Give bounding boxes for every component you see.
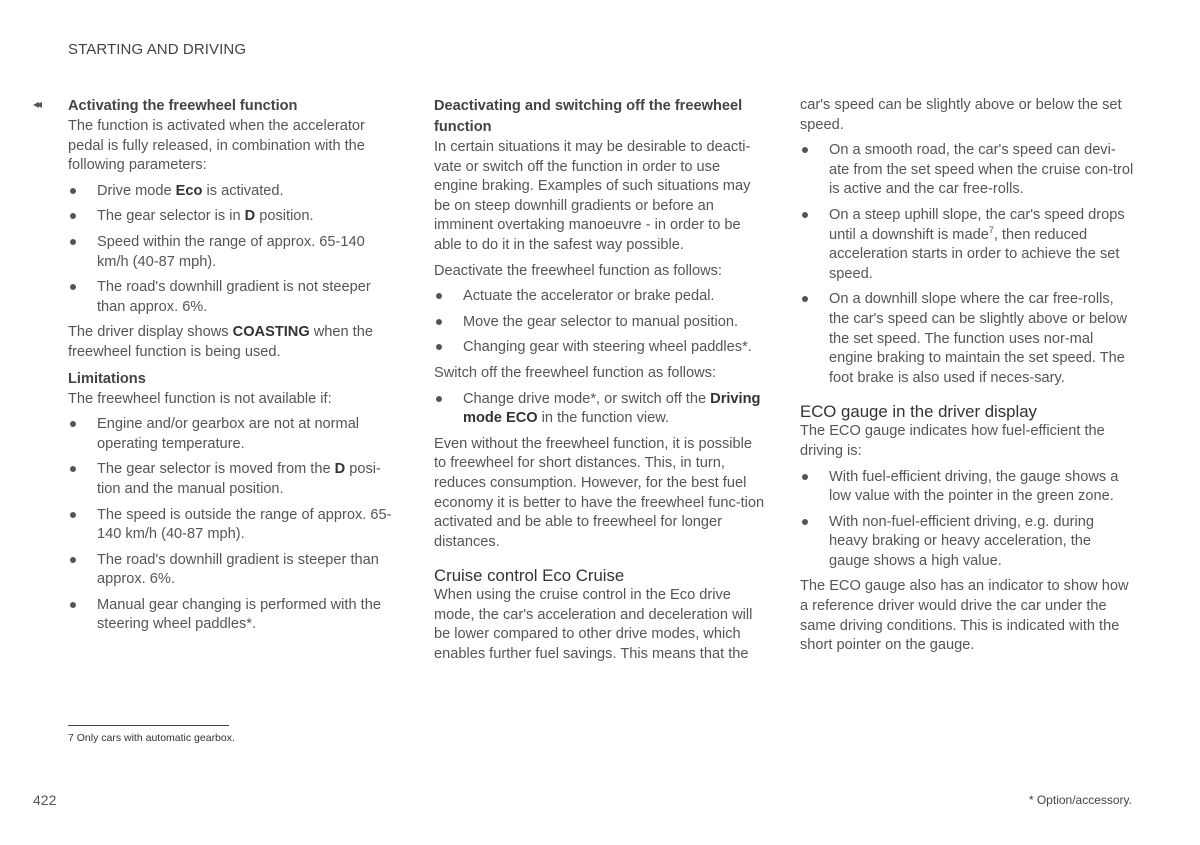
list-item: The gear selector is in D position. bbox=[68, 207, 396, 227]
paragraph: The function is activated when the accelerator pedal is fully released, in combination with the following parameters: bbox=[68, 118, 365, 174]
list-item: On a downhill slope where the car free-rolls, the car's speed can be slightly above or below the set speed. The function uses nor-mal engine braking to maintain the set speed. The foot brake is also used if neces-sary. bbox=[800, 290, 1134, 388]
column-3 bbox=[800, 96, 1134, 656]
footnote-ref: 7 bbox=[988, 224, 994, 235]
list-item: Changing gear with steering wheel paddles*. bbox=[434, 338, 766, 358]
page-number: 422 bbox=[33, 792, 57, 808]
column-1 bbox=[68, 96, 396, 635]
paragraph: The driver display shows COASTING when the freewheel function is being used. bbox=[68, 324, 373, 360]
column-2 bbox=[434, 96, 766, 665]
footnote: 7 Only cars with automatic gearbox. bbox=[68, 732, 235, 744]
heading-eco-gauge: ECO gauge in the driver display bbox=[800, 402, 1037, 422]
list-item: Engine and/or gearbox are not at normal operating temperature. bbox=[68, 415, 396, 454]
list-item: With fuel-efficient driving, the gauge shows a low value with the pointer in the green zone. bbox=[800, 468, 1134, 507]
list-item: Manual gear changing is performed with the steering wheel paddles*. bbox=[68, 596, 396, 635]
footnote-divider bbox=[68, 725, 229, 726]
paragraph: The ECO gauge also has an indicator to show how a reference driver would drive the car under the same driving conditions. This is indicated with the short pointer on the gauge. bbox=[800, 578, 1129, 654]
heading-cruise-control-eco: Cruise control Eco Cruise bbox=[434, 566, 625, 586]
list-item: Drive mode Eco is activated. bbox=[68, 182, 396, 202]
list-item: On a steep uphill slope, the car's speed drops until a downshift is made$^7$, then reduced acceleration starts in order to achieve the set speed. bbox=[800, 206, 1134, 284]
paragraph: In certain situations it may be desirable to deacti-vate or switch off the function in order to use engine braking. Examples of such situations may be on steep downhill gradients or before an imminent overtaking manoeuvre - in order to be able to do it in the safest way possible. bbox=[434, 139, 751, 253]
list-item: The gear selector is moved from the D posi-tion and the manual position. bbox=[68, 460, 396, 499]
heading-limitations: Limitations bbox=[68, 370, 146, 387]
list-item: Change drive mode*, or switch off the Driving mode ECO in the function view. bbox=[434, 390, 766, 429]
list-item: The speed is outside the range of approx. 65-140 km/h (40-87 mph). bbox=[68, 506, 396, 545]
paragraph: Even without the freewheel function, it is possible to freewheel for short distances. This, in turn, reduces consumption. However, for the best fuel economy it is better to have the freewheel func-tion activated and be able to freewheel for longer distances. bbox=[434, 435, 765, 550]
list-item: On a smooth road, the car's speed can devi-ate from the set speed when the cruise con-trol is active and the car free-rolls. bbox=[800, 141, 1134, 200]
list-item: Move the gear selector to manual position. bbox=[434, 313, 766, 333]
list-item: With non-fuel-efficient driving, e.g. during heavy braking or heavy acceleration, the gauge shows a high value. bbox=[800, 513, 1134, 572]
paragraph: car's speed can be slightly above or below the set speed. bbox=[800, 97, 1122, 133]
deactivate-list bbox=[434, 287, 766, 358]
paragraph: Switch off the freewheel function as follows: bbox=[434, 364, 717, 381]
switch-off-list bbox=[434, 390, 766, 429]
list-item: The road's downhill gradient is not steeper than approx. 6%. bbox=[68, 278, 396, 317]
list-item: The road's downhill gradient is steeper than approx. 6%. bbox=[68, 551, 396, 590]
paragraph: The ECO gauge indicates how fuel-efficient the driving is: bbox=[800, 423, 1105, 459]
option-accessory-note: * Option/accessory. bbox=[1028, 793, 1132, 807]
heading-deactivating-freewheel: Deactivating and switching off the freewheel function bbox=[434, 98, 743, 135]
heading-activating-freewheel: Activating the freewheel function bbox=[68, 98, 298, 114]
cruise-behaviour-list bbox=[800, 141, 1134, 388]
back-arrows-icon[interactable]: ◂◂ bbox=[33, 97, 40, 111]
paragraph: The freewheel function is not available if: bbox=[68, 390, 332, 407]
paragraph: Deactivate the freewheel function as follows: bbox=[434, 262, 722, 279]
activation-parameters-list bbox=[68, 182, 396, 318]
list-item: Speed within the range of approx. 65-140 km/h (40-87 mph). bbox=[68, 233, 396, 272]
running-header: STARTING AND DRIVING bbox=[68, 41, 247, 58]
eco-gauge-list bbox=[800, 468, 1134, 572]
paragraph: When using the cruise control in the Eco drive mode, the car's acceleration and deceleration will be lower compared to other drive modes, which enables further fuel savings. This means that the bbox=[434, 587, 753, 663]
limitations-list bbox=[68, 415, 396, 635]
list-item: Actuate the accelerator or brake pedal. bbox=[434, 287, 766, 307]
